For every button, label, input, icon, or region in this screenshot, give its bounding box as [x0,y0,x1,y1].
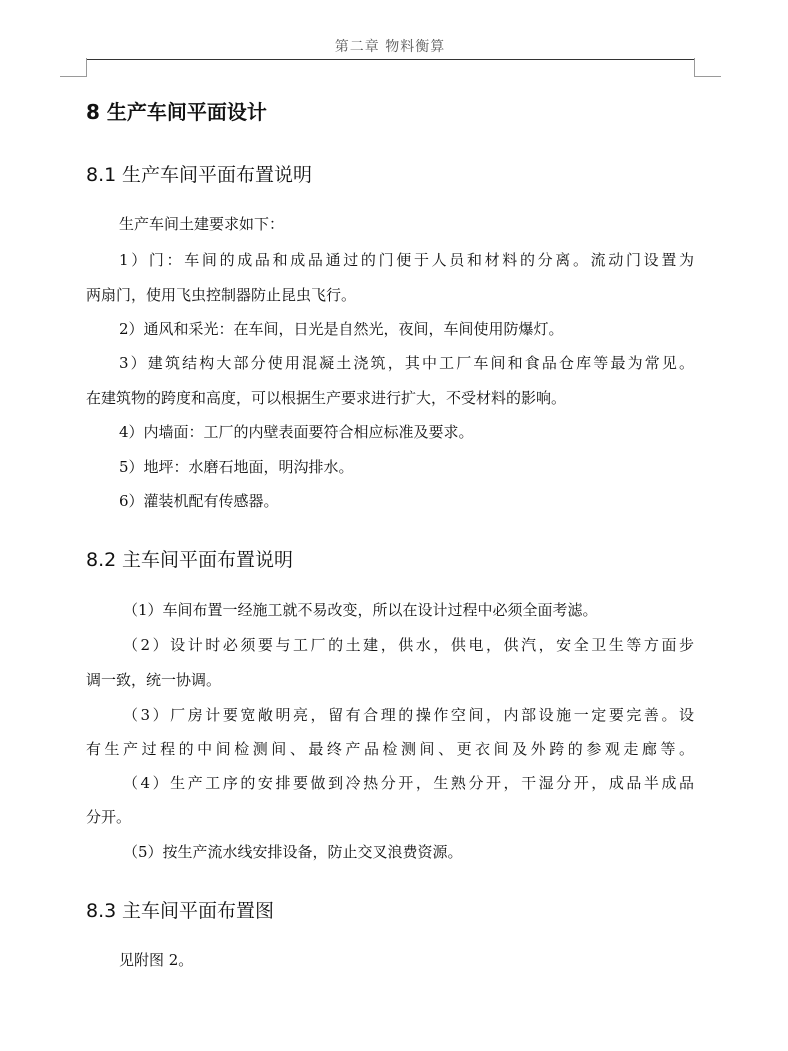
paragraph-line: 3）建筑结构大部分使用混凝土浇筑，其中工厂车间和食品仓库等最为常见。 [119,354,694,372]
header-rule [86,59,694,60]
paragraph-line: （5）按生产流水线安排设备，防止交叉浪费资源。 [123,843,463,861]
paragraph-line: 在建筑物的跨度和高度，可以根据生产要求进行扩大，不受材料的影响。 [86,389,567,407]
chapter-heading: 8 生产车间平面设计 [86,100,267,124]
section-title: 主车间平面布置图 [122,900,275,922]
section-heading-8-1 [86,160,312,187]
paragraph-line: 1）门：车间的成品和成品通过的门便于人员和材料的分离。流动门设置为 [119,251,694,269]
section-heading-8-2 [86,545,293,572]
section-number: 8.1 [86,164,117,186]
paragraph-line: 两扇门，使用飞虫控制器防止昆虫飞行。 [86,286,357,304]
paragraph-line: （3）厂房计要宽敞明亮，留有合理的操作空间，内部设施一定要完善。设 [123,706,694,724]
paragraph-line: 6）灌装机配有传感器。 [119,492,279,510]
paragraph-line: 见附图 2。 [119,951,194,969]
paragraph-line: 2）通风和采光：在车间，日光是自然光，夜间，车间使用防爆灯。 [119,320,564,338]
crop-mark-left [60,58,87,77]
paragraph-line: 有生产过程的中间检测间、最终产品检测间、更衣间及外跨的参观走廊等。 [86,740,694,758]
section-title: 生产车间平面布置说明 [122,164,313,186]
running-header: 第二章 物料衡算 [334,39,446,55]
paragraph-line: （4）生产工序的安排要做到冷热分开，生熟分开，干湿分开，成品半成品 [123,774,694,792]
paragraph-line: 4）内墙面：工厂的内壁表面要符合相应标准及要求。 [119,423,474,441]
paragraph-line: 5）地坪：水磨石地面，明沟排水。 [119,458,354,476]
section-number: 8.2 [86,549,117,571]
crop-mark-right [694,58,721,77]
paragraph-line: （1）车间布置一经施工就不易改变，所以在设计过程中必须全面考滤。 [123,601,598,619]
section-heading-8-3 [86,896,274,923]
section-number: 8.3 [86,900,117,922]
paragraph-intro: 生产车间土建要求如下： [119,215,285,233]
paragraph-line: 调一致，统一协调。 [86,671,222,689]
paragraph-line: 分开。 [86,808,132,826]
section-title: 主车间平面布置说明 [122,549,294,571]
paragraph-line: （2）设计时必须要与工厂的土建，供水，供电，供汽，安全卫生等方面步 [123,636,694,654]
